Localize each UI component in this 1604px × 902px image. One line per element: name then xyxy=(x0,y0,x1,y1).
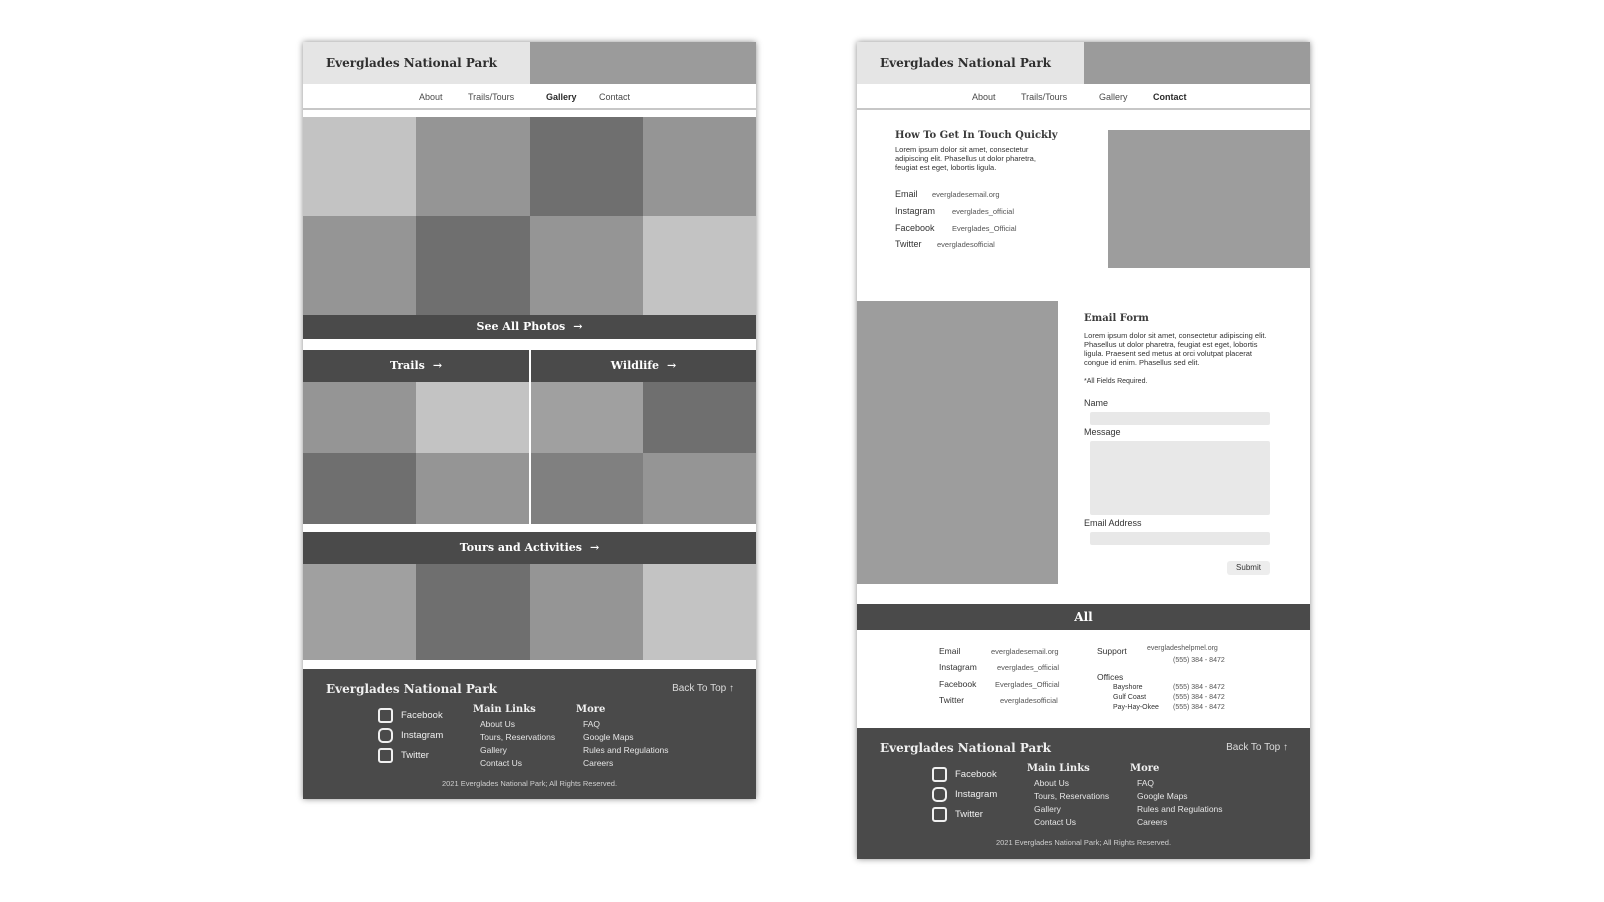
offices-label: Offices xyxy=(1097,672,1124,682)
message-textarea[interactable] xyxy=(1090,441,1270,515)
form-side-image xyxy=(857,301,1058,584)
footer-link-about-us[interactable]: About Us xyxy=(1034,778,1069,788)
all-instagram-label: Instagram xyxy=(939,662,977,672)
gallery-page-mockup xyxy=(303,42,756,799)
tours-photo[interactable] xyxy=(303,564,416,660)
wildlife-photo[interactable] xyxy=(531,453,643,524)
brand-block[interactable] xyxy=(303,42,530,84)
arrow-up-icon: ↑ xyxy=(1283,742,1288,753)
tours-activities-button[interactable] xyxy=(303,532,756,564)
footer-link-faq[interactable]: FAQ xyxy=(583,719,601,729)
gallery-photo[interactable] xyxy=(416,216,530,315)
main-links-heading: Main Links xyxy=(1027,763,1090,774)
trails-label: Trails xyxy=(389,359,425,372)
footer-facebook-link[interactable] xyxy=(932,767,997,782)
office-name: Gulf Coast xyxy=(1113,694,1147,701)
main-nav xyxy=(857,84,1310,110)
touch-heading: How To Get In Touch Quickly xyxy=(895,130,1058,141)
facebook-label: Facebook xyxy=(955,769,997,781)
trails-button[interactable] xyxy=(303,350,529,382)
gallery-photo[interactable] xyxy=(303,216,416,315)
site-title: Everglades National Park xyxy=(880,56,1051,70)
footer-twitter-link[interactable] xyxy=(932,807,983,822)
footer-instagram-link[interactable] xyxy=(378,728,443,743)
header-banner-image xyxy=(1084,42,1310,84)
tours-photo[interactable] xyxy=(530,564,643,660)
office-phone: (555) 384 - 8472 xyxy=(1173,694,1225,701)
nav-gallery[interactable]: Gallery xyxy=(546,92,577,102)
arrow-right-icon: → xyxy=(432,359,443,372)
wildlife-photo[interactable] xyxy=(531,382,643,453)
wildlife-button[interactable] xyxy=(531,350,756,382)
wildlife-photo[interactable] xyxy=(643,453,756,524)
nav-gallery[interactable]: Gallery xyxy=(1099,92,1128,102)
twitter-label: Twitter xyxy=(401,750,429,762)
copyright: 2021 Everglades National Park; All Rights Reserved. xyxy=(441,779,618,788)
email-address-input[interactable] xyxy=(1090,532,1270,545)
all-contacts-bar: All xyxy=(857,604,1310,630)
header xyxy=(303,42,756,84)
footer-title: Everglades National Park xyxy=(326,682,497,696)
footer-link-google-maps[interactable]: Google Maps xyxy=(1137,791,1188,801)
name-input[interactable] xyxy=(1090,412,1270,425)
main-nav xyxy=(303,84,756,110)
see-all-photos-button[interactable] xyxy=(303,315,756,339)
footer-link-rules[interactable]: Rules and Regulations xyxy=(583,745,669,755)
tours-photo[interactable] xyxy=(643,564,756,660)
footer xyxy=(857,728,1310,859)
brand-block[interactable] xyxy=(857,42,1084,84)
facebook-icon xyxy=(378,708,393,723)
wildlife-label: Wildlife xyxy=(610,359,660,372)
footer-twitter-link[interactable] xyxy=(378,748,429,763)
copyright: 2021 Everglades National Park; All Rights Reserved. xyxy=(995,838,1172,847)
twitter-icon xyxy=(378,748,393,763)
arrow-up-icon: ↑ xyxy=(729,683,734,694)
footer-link-tours[interactable]: Tours, Reservations xyxy=(480,732,556,742)
footer-link-careers[interactable]: Careers xyxy=(1137,817,1168,827)
office-phone: (555) 384 - 8472 xyxy=(1173,704,1225,711)
all-email-label: Email xyxy=(939,646,961,656)
footer-link-gallery[interactable]: Gallery xyxy=(480,745,507,755)
contact-facebook-label: Facebook xyxy=(895,223,935,233)
contact-email-value[interactable]: evergladesemail.org xyxy=(932,190,1000,199)
office-phone: (555) 384 - 8472 xyxy=(1173,684,1225,691)
nav-contact[interactable]: Contact xyxy=(599,92,631,102)
back-to-top-label: Back To Top xyxy=(1226,742,1281,753)
nav-about[interactable]: About xyxy=(419,92,443,102)
site-title: Everglades National Park xyxy=(326,56,497,70)
facebook-label: Facebook xyxy=(401,710,443,722)
email-form-heading: Email Form xyxy=(1084,313,1149,324)
contact-instagram-label: Instagram xyxy=(895,206,936,216)
footer-link-faq[interactable]: FAQ xyxy=(1137,778,1155,788)
all-facebook-value[interactable]: Everglades_Official xyxy=(995,680,1060,689)
contact-twitter-value[interactable]: evergladesofficial xyxy=(937,240,995,249)
footer-link-tours[interactable]: Tours, Reservations xyxy=(1034,791,1110,801)
more-heading: More xyxy=(1130,763,1160,774)
footer-link-rules[interactable]: Rules and Regulations xyxy=(1137,804,1223,814)
all-email-value[interactable]: evergladesemail.org xyxy=(991,647,1059,656)
back-to-top-link[interactable] xyxy=(672,683,734,694)
instagram-icon xyxy=(932,787,947,802)
gallery-photo[interactable] xyxy=(530,117,643,216)
gallery-photo[interactable] xyxy=(530,216,643,315)
all-twitter-label: Twitter xyxy=(939,695,965,705)
all-facebook-label: Facebook xyxy=(939,679,977,689)
arrow-right-icon: → xyxy=(573,320,583,333)
all-instagram-value[interactable]: everglades_official xyxy=(997,663,1059,672)
tours-photo[interactable] xyxy=(416,564,530,660)
header-banner-image xyxy=(530,42,756,84)
office-name: Pay-Hay-Okee xyxy=(1113,704,1159,711)
nav-trails-tours[interactable]: Trails/Tours xyxy=(1021,92,1068,102)
footer-facebook-link[interactable] xyxy=(378,708,443,723)
instagram-label: Instagram xyxy=(401,730,444,742)
instagram-label: Instagram xyxy=(955,789,998,801)
footer-link-about-us[interactable]: About Us xyxy=(480,719,515,729)
instagram-icon xyxy=(378,728,393,743)
trails-photo[interactable] xyxy=(416,382,529,453)
contact-page-mockup xyxy=(857,42,1310,859)
see-all-photos-label: See All Photos xyxy=(476,320,566,333)
back-to-top-label: Back To Top xyxy=(672,683,727,694)
main-links-heading: Main Links xyxy=(473,704,536,715)
support-phone: (555) 384 - 8472 xyxy=(1173,657,1225,664)
name-label: Name xyxy=(1084,398,1109,408)
footer xyxy=(303,669,756,799)
footer-link-gallery[interactable]: Gallery xyxy=(1034,804,1061,814)
twitter-label: Twitter xyxy=(955,809,983,821)
support-email[interactable]: evergladeshelpmel.org xyxy=(1147,645,1218,652)
facebook-icon xyxy=(932,767,947,782)
arrow-right-icon: → xyxy=(667,359,677,372)
gallery-photo[interactable] xyxy=(643,216,756,315)
email-form-description: Lorem ipsum dolor sit amet, consectetur adipiscing elit. Phasellus ut dolor pharetra, feugiat est eget, lobortis ligula. Praesent sed metus at orci volutpat placerat congue id enim. Phasellus sed elit. xyxy=(1084,331,1267,367)
contact-facebook-value[interactable]: Everglades_Official xyxy=(952,224,1017,233)
header xyxy=(857,42,1310,84)
nav-about[interactable]: About xyxy=(972,92,996,102)
message-label: Message xyxy=(1084,427,1121,437)
gallery-photo[interactable] xyxy=(303,117,416,216)
footer-link-careers[interactable]: Careers xyxy=(583,758,614,768)
nav-trails-tours[interactable]: Trails/Tours xyxy=(468,92,515,102)
all-twitter-value[interactable]: evergladesofficial xyxy=(1000,696,1058,705)
submit-button[interactable]: Submit xyxy=(1227,561,1270,575)
footer-instagram-link[interactable] xyxy=(932,787,997,802)
arrow-right-icon: → xyxy=(590,541,600,554)
back-to-top-link[interactable] xyxy=(1226,742,1288,753)
footer-link-contact-us[interactable]: Contact Us xyxy=(1034,817,1077,827)
contact-twitter-label: Twitter xyxy=(895,239,922,249)
support-label: Support xyxy=(1097,646,1127,656)
more-heading: More xyxy=(576,704,606,715)
tours-activities-label: Tours and Activities xyxy=(459,541,583,554)
footer-link-google-maps[interactable]: Google Maps xyxy=(583,732,634,742)
nav-contact[interactable]: Contact xyxy=(1153,92,1187,102)
contact-email-label: Email xyxy=(895,189,918,199)
required-note: *All Fields Required. xyxy=(1084,378,1148,385)
wildlife-photo[interactable] xyxy=(643,382,756,453)
email-address-label: Email Address xyxy=(1084,518,1142,528)
footer-title: Everglades National Park xyxy=(880,741,1051,755)
trails-photo[interactable] xyxy=(303,382,416,453)
trails-photo[interactable] xyxy=(416,453,529,524)
gallery-photo[interactable] xyxy=(643,117,756,216)
contact-instagram-value[interactable]: everglades_official xyxy=(952,207,1014,216)
gallery-photo[interactable] xyxy=(416,117,530,216)
office-name: Bayshore xyxy=(1113,684,1143,691)
touch-description: Lorem ipsum dolor sit amet, consectetur adipiscing elit. Phasellus ut dolor pharetra, feugiat est eget, lobortis ligula. xyxy=(895,145,1036,172)
twitter-icon xyxy=(932,807,947,822)
footer-link-contact-us[interactable]: Contact Us xyxy=(480,758,523,768)
contact-image xyxy=(1108,130,1310,268)
trails-photo[interactable] xyxy=(303,453,416,524)
